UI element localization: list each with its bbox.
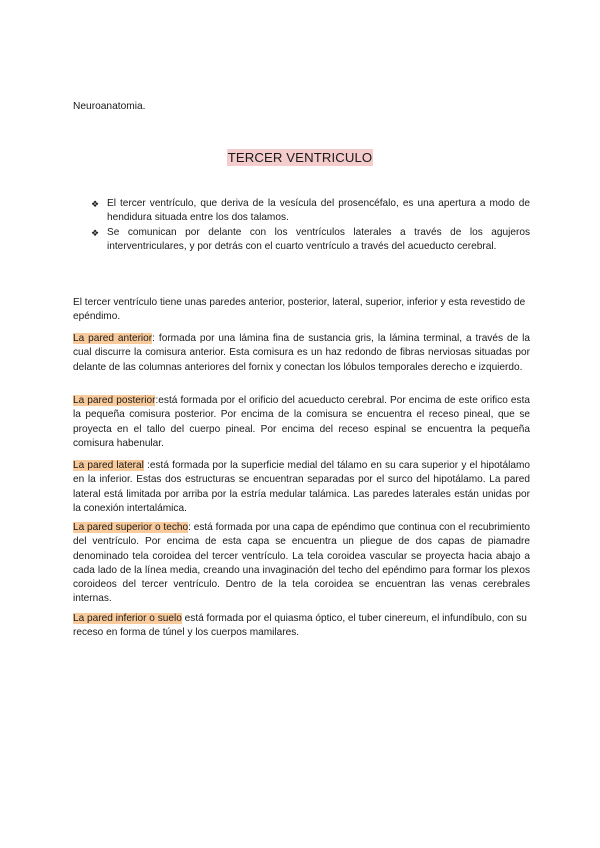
bullet-text: Se comunican por delante con los ventrículos laterales a través de los agujeros interventriculares, y por detrás con el cuarto ventrículo a través del acueducto cerebral. (107, 226, 530, 252)
bullet-text: El tercer ventrículo, que deriva de la vesícula del prosencéfalo, es una apertura a modo de hendidura situada entre los dos talamos. (107, 198, 530, 224)
bullet-item (91, 197, 530, 226)
bullet-item (91, 226, 530, 255)
section-text: :está formada por la superficie medial del tálamo en su cara superior y el hipotálamo en la inferior. Estas dos estructuras se encuentran separadas por el surco del hipotálamo. La pared lateral está limitada por arriba por la estría medular talámica. Las paredes laterales están unidas por la conexión intertalámica. (73, 460, 530, 514)
section-pared-lateral (73, 459, 530, 516)
section-heading-highlight: La pared superior o techo (73, 522, 189, 533)
section-text: :está formada por el orificio del acueducto cerebral. Por encima de este orifico esta la pequeña comisura posterior. Por encima de la comisura se encuentra el receso pineal, que se proyecta en el tallo del cuerpo pineal. Por encima del receso espinal se encuentra la pequeña comisura habenular. (73, 395, 530, 449)
document-title: TERCER VENTRICULO (227, 150, 373, 165)
section-text: está formada por el quiasma óptico, el tuber cinereum, el infundíbulo, con su receso en forma de túnel y los cuerpos mamilares. (73, 613, 527, 639)
section-pared-inferior (73, 612, 530, 641)
intro-paragraph: El tercer ventrículo tiene unas paredes anterior, posterior, lateral, superior, inferior y esta revestido de epéndimo. (73, 297, 526, 323)
diamond-bullet-icon: ❖ (91, 227, 100, 238)
section-text: : está formada por una capa de epéndimo que continua con el recubrimiento del ventrículo. Por encima de esta capa se encuentra un pliegue de dos capas de piamadre denominado tela coroidea del tercer ventrículo. La tela coroidea vascular se proyecta hacia abajo a cada lado de la línea media, creando una invaginación del techo del epéndimo para formar los plexos coroideos del tercer ventrículo. Dentro de la tela coroidea se encuentran las venas cerebrales internas. (73, 522, 530, 605)
section-heading-highlight: La pared anterior (73, 333, 153, 344)
section-heading-highlight: La pared posterior (73, 395, 156, 406)
section-pared-anterior (73, 332, 530, 375)
section-pared-superior (73, 521, 530, 607)
diamond-bullet-icon: ❖ (91, 199, 100, 209)
section-heading-highlight: La pared inferior o suelo (73, 613, 182, 624)
title-container (0, 149, 600, 167)
section-pared-posterior (73, 394, 530, 451)
section-text: : formada por una lámina fina de sustancia gris, la lámina terminal, a través de la cual discurre la comisura anterior. Esta comisura es un haz redondo de fibras nerviosas situadas por delante de las columnas anteriores del fornix y conectan los lóbulos temporales derecho e izquierdo. (73, 333, 530, 373)
bullet-list (91, 197, 530, 254)
section-heading-highlight: La pared lateral (73, 460, 144, 471)
document-header: Neuroanatomia. (73, 101, 146, 112)
